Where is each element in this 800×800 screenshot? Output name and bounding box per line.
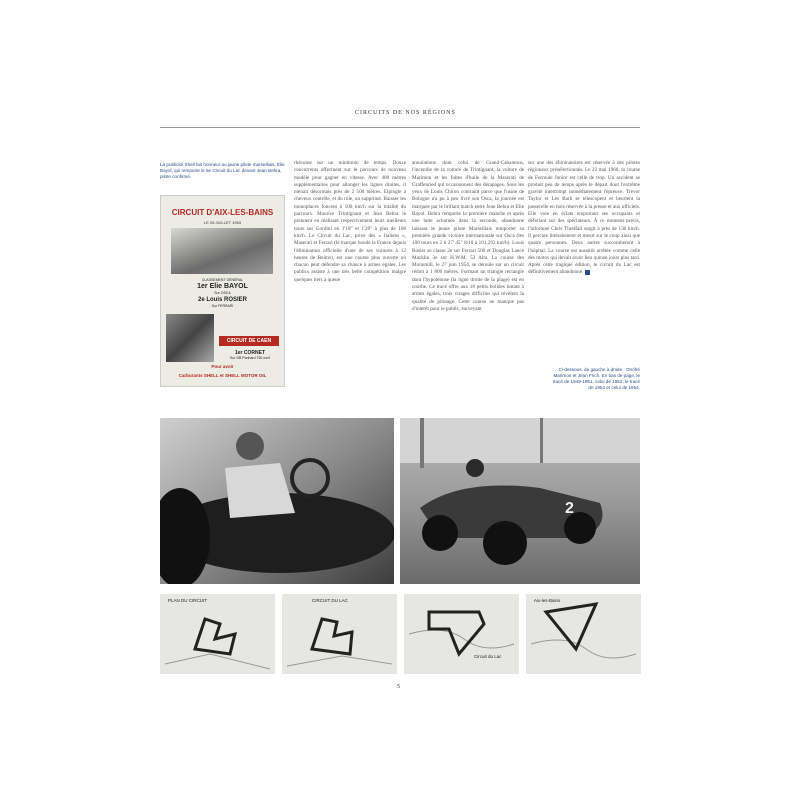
poster-classement: CLASSEMENT GÉNÉRAL [201,278,244,282]
svg-text:2: 2 [565,500,574,517]
text-column-2: annulations dont celui de Grand-Cabantous, l'incendie de la voiture de Trintignant, la voiture de Marimon et les fuites d'huile de la Maserati de Graffenried qui occasionnent des dérapages. Sous les yeux de Louis Chiron contraint parce que l'usine de Bologne n'a pu à peu livré son Osca, la journée est marquée par le brillant match entre Jean Behra et Elie Bayol. Behra remporte la première manche et après une lutte acharnée dans la seconde, abandonne laissant le jeune pilote Marseillais remporter sa première grande victoire internationale sur Osca (les 100 tours en 2 h 27' 45" 8/10 à 101,293 km/h). Louis Rosier se classe 2e sur Ferrari 500 et Douglas Lance Macklin 3e sur H.W.M. 53 Alta. La course des Monomill, le 27 juin 1954, se déroule sur un circuit réduit à 1 800 mètres. Formant un triangle rectangle dont l'hypoténuse (la ligne droite de la plage) est en courbe. Ce tracé offre aux 18 petits bolides luttant à armes égales, trois virages difficiles qui révèlent la qualité de pilotage. Cette course ne manque pas d'intérêt pour le public, surveyant [412,160,524,312]
circuit-map-1954 [526,594,641,674]
circuit-map-1952 [282,594,397,674]
poster-date: LE 26 JUILLET 1953 [203,220,242,225]
text-column-3 [528,160,640,340]
frich-photo [400,418,640,584]
text-column-1: rhécume sur un minimum de temps. Douze concurrents effectuent sur le parcours de nouveau modèle pour gagner en vitesse. Avec 400 mètres supplémentaires pour allonger les lignes droites, il menait désormais près de 2 500 mètres. Elpingle à cheveux contrôle, et du rôle, un supprimé. Baisser les monoplaces foncent à 100 km/h sur la totalité du parcours. Maurice Trintignant et Jean Behra le prennent en réalisant respectivement leurs meilleurs tours sur Gordini en 1'18" et 1'20" à plus de 108 km/h. Le Circuit du Lac, privé des « Italiens », Maserati et Ferrari (le marque boude la France depuis l'élimination officielle d'une de ses voitures à 12 heures de Reims), est une course plus ouverte où chacun peut défendre sa chance à armes égales. Les publics assiste à une très belle compétition malgré quelques tiers à queue [294,160,406,283]
marimon-photo [160,418,394,584]
poster-photo [171,228,273,274]
header-rule [160,127,640,128]
map-1-label: PLAN DU CIRCUIT [168,598,208,603]
map-3-label: Circuit du Lac [474,654,502,659]
circuit-map-1953 [404,594,519,674]
text-column-3-body: sur une des éliminatoires est réservée à des pilotes régionaux présélectionnés. Le 22 mai 1960, la course de Formule Junior est celle de trop. Un accident se produit peu de temps après le départ dont l'extrême gravité interrompt immédiatement l'épreuve. Trevor Taylor et Les Barb se télescopent et heurtent la passerelle en bois réservée à la presse et aux officiels. Elle vole en éclats emportant ses occupants et déferlant sur des spectateurs. À ce moment précis, l'infortuné Chris Threlfall surgit à près de 130 km/h. Il percute littéralement et meurt sur le coup ainsi que quatre personnes. Deux autres succomberont à l'hôpital. La course est aussitôt arrêtée comme celle des motos qui devait avoir lieu quinze jours plus tard. Après cette tragique édition, le circuit du Lac est définitivement abandonné. [528,160,640,276]
poster-second: 2e Louis ROSIER [197,297,247,303]
race-poster [160,195,285,387]
poster-third: 1er CORNET [234,350,265,356]
poster-footer-2: Carburants SHELL et SHELL MOTOR OIL [178,373,267,378]
map-2-label: CIRCUIT DU LAC [312,598,348,603]
page-number: 5 [397,684,400,690]
circuit-map-1949 [160,594,275,674]
poster-small-photo [166,314,214,362]
poster-title: CIRCUIT D'AIX-LES-BAINS [171,208,274,217]
poster-third-car: Sur DB Panhard 750 cm3 [230,356,270,360]
end-mark-icon [585,270,590,275]
poster-first-car: Sur OSCA [214,291,231,295]
poster-footer-1: Pour avoir [211,364,234,369]
map-4-label: Aix-les-Bains [534,598,561,603]
poster-first: 1er Elie BAYOL [197,283,248,290]
poster-second-car: Sur FERRARI [211,304,234,308]
poster-caen-box: CIRCUIT DE CAEN [219,336,279,346]
poster-caption: La publicité Shell fait honneur au jaune pilote marseillais, Élie Bayol, qui remporte le 5e Circuit du Lac devant Jean Behra, pilote confirmé. [160,162,285,179]
photos-caption: Ci-dessous, de gauche à droite : Onofré Marimon et Jean Frich. En bas de page, le tracé de 1949-1951, celui de 1952, le tracé de 1953 et celui de 1954. [552,367,640,390]
running-head: CIRCUITS DE NOS RÉGIONS [355,110,456,116]
